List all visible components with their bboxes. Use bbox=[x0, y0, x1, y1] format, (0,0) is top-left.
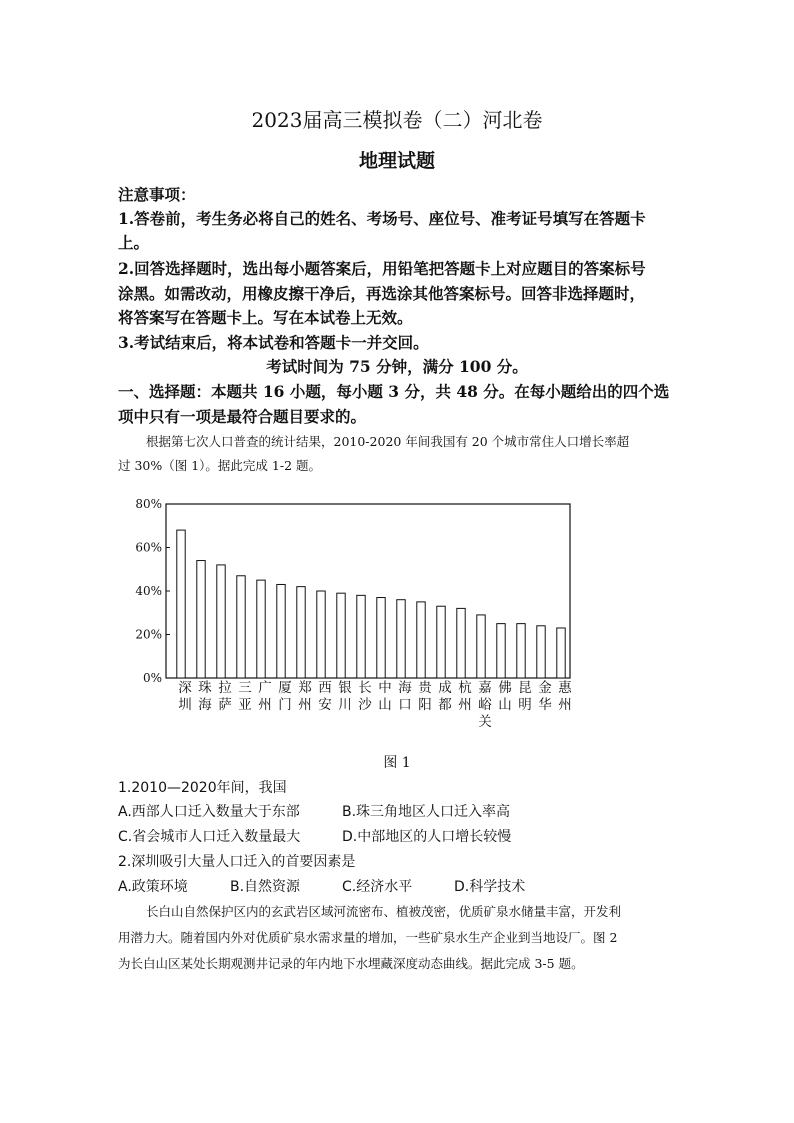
exam-title: 2023届高三模拟卷（二）河北卷 bbox=[251, 108, 543, 132]
question-stem: 2.深圳吸引大量人口迁入的首要因素是 bbox=[118, 854, 356, 870]
bar bbox=[377, 598, 385, 678]
x-tick-label: 贵阳 bbox=[418, 680, 432, 713]
x-tick-label: 三亚 bbox=[238, 680, 252, 713]
option-a[interactable]: A.西部人口迁入数量大于东部 bbox=[118, 804, 300, 820]
bar bbox=[317, 591, 325, 678]
x-tick-label: 长沙 bbox=[358, 680, 372, 713]
intro-text: 长白山自然保护区内的玄武岩区域河流密布、植被茂密，优质矿泉水储量丰富，开发利 bbox=[146, 904, 622, 919]
x-tick-label: 佛山 bbox=[498, 680, 512, 713]
bar bbox=[357, 595, 365, 678]
y-tick-label: 0% bbox=[142, 671, 162, 685]
x-tick-label: 珠海 bbox=[198, 680, 212, 713]
bar bbox=[177, 530, 185, 678]
bar bbox=[217, 565, 225, 678]
bar bbox=[537, 626, 545, 678]
bar bbox=[337, 593, 345, 678]
bar bbox=[237, 576, 245, 678]
bar bbox=[497, 624, 505, 678]
notice-line: 1.答卷前，考生务必将自己的姓名、考场号、座位号、准考证号填写在答题卡 bbox=[118, 209, 646, 228]
option-d[interactable]: D.中部地区的人口增长较慢 bbox=[342, 829, 512, 845]
x-tick-label: 银川 bbox=[338, 680, 352, 713]
bar bbox=[517, 624, 525, 678]
bar bbox=[457, 608, 465, 678]
y-tick-label: 20% bbox=[135, 627, 162, 642]
intro-text: 过 30%（图 1）。据此完成 1-2 题。 bbox=[118, 458, 322, 473]
question-stem: 1.2010—2020年间，我国 bbox=[118, 780, 287, 796]
x-tick-label: 深圳 bbox=[178, 680, 192, 713]
bar bbox=[417, 602, 425, 678]
bar bbox=[277, 584, 285, 678]
notice-line: 涂黑。如需改动，用橡皮擦干净后，再选涂其他答案标号。回答非选择题时， bbox=[118, 284, 646, 303]
x-tick-label: 惠州 bbox=[558, 680, 572, 713]
y-tick-label: 60% bbox=[135, 540, 162, 555]
x-tick-label: 金华 bbox=[538, 680, 552, 713]
plot-frame bbox=[166, 504, 570, 678]
notice-line: 将答案写在答题卡上。写在本试卷上无效。 bbox=[118, 308, 413, 327]
intro-text: 用潜力大。随着国内外对优质矿泉水需求量的增加，一些矿泉水生产企业到当地设厂。图 2 bbox=[118, 930, 618, 945]
notice-line: 3.考试结束后，将本试卷和答题卡一并交回。 bbox=[118, 333, 429, 352]
bar bbox=[197, 561, 205, 678]
notice-heading: 注意事项： bbox=[118, 185, 196, 204]
x-tick-label: 昆明 bbox=[518, 680, 532, 713]
section-heading: 项中只有一项是最符合题目要求的。 bbox=[118, 407, 367, 426]
bar bbox=[297, 587, 305, 678]
bar-chart bbox=[118, 488, 588, 748]
x-tick-label: 中山 bbox=[378, 680, 392, 713]
notice-line: 2.回答选择题时，选出每小题答案后，用铅笔把答题卡上对应题目的答案标号 bbox=[118, 259, 646, 278]
option-b[interactable]: B.自然资源 bbox=[230, 879, 301, 895]
bar bbox=[557, 628, 565, 678]
x-tick-label: 海口 bbox=[398, 680, 412, 713]
y-tick-label: 80% bbox=[135, 497, 162, 511]
y-tick-label: 40% bbox=[135, 584, 162, 598]
intro-text: 为长白山区某处长期观测井记录的年内地下水埋藏深度动态曲线。据此完成 3-5 题。 bbox=[118, 956, 584, 971]
bar bbox=[257, 580, 265, 678]
bar bbox=[397, 600, 405, 678]
figure-caption: 图 1 bbox=[383, 755, 411, 771]
option-c[interactable]: C.省会城市人口迁入数量最大 bbox=[118, 829, 301, 845]
option-b[interactable]: B.珠三角地区人口迁入率高 bbox=[342, 804, 511, 820]
bar bbox=[477, 615, 485, 678]
figure-1-chart bbox=[118, 488, 588, 748]
notice-line: 上。 bbox=[118, 233, 150, 252]
x-tick-label: 成都 bbox=[438, 680, 452, 713]
x-tick-label: 郑州 bbox=[298, 680, 312, 713]
x-tick-label: 西安 bbox=[318, 680, 332, 713]
intro-text: 根据第七次人口普查的统计结果，2010-2020 年间我国有 20 个城市常住人口增长率超 bbox=[146, 434, 630, 449]
option-c[interactable]: C.经济水平 bbox=[342, 879, 413, 895]
x-tick-label: 拉萨 bbox=[218, 680, 232, 713]
option-a[interactable]: A.政策环境 bbox=[118, 879, 188, 895]
exam-subject: 地理试题 bbox=[358, 150, 435, 172]
x-tick-label: 杭州 bbox=[458, 680, 472, 713]
x-tick-label: 厦门 bbox=[278, 680, 292, 713]
x-tick-label: 广州 bbox=[258, 680, 272, 713]
option-d[interactable]: D.科学技术 bbox=[454, 879, 526, 895]
x-tick-label: 嘉峪关 bbox=[478, 680, 492, 730]
exam-time: 考试时间为 75 分钟，满分 100 分。 bbox=[266, 357, 528, 376]
section-heading: 一、选择题：本题共 16 小题，每小题 3 分，共 48 分。在每小题给出的四个选 bbox=[118, 382, 670, 401]
bar bbox=[437, 606, 445, 678]
